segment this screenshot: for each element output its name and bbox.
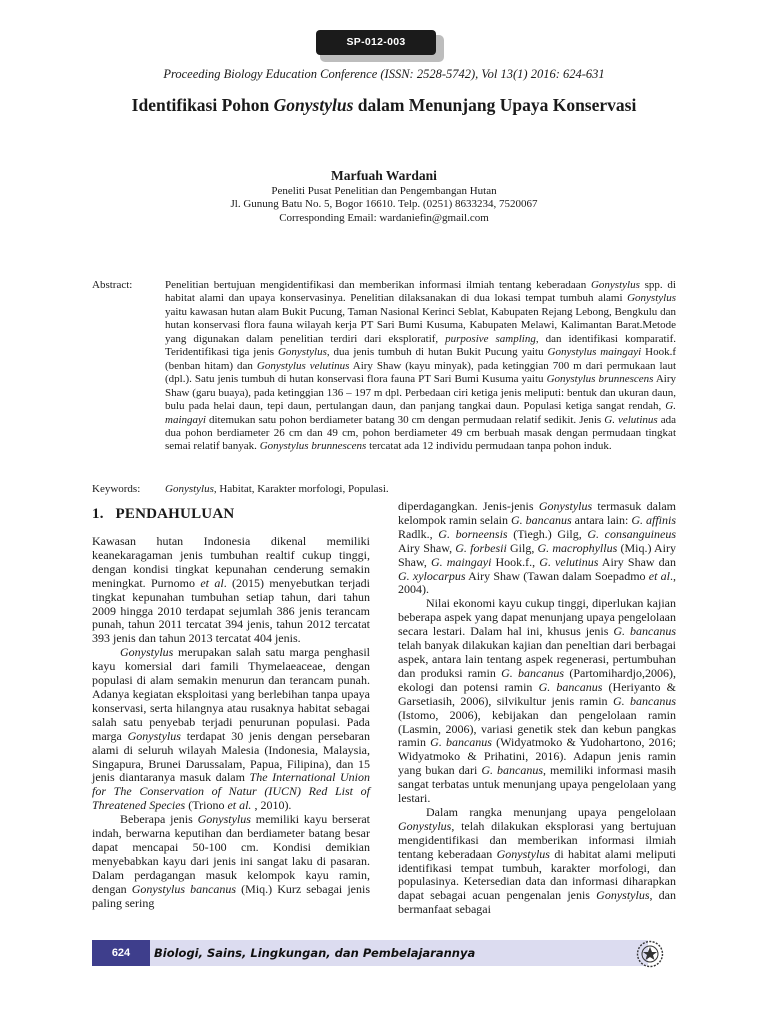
abstract-italic: Gonystylus: [590, 279, 640, 291]
abstract-run: Penelitian bertujuan mengidentifikasi dan memberikan informasi ilmiah tentang keberadaan: [165, 279, 591, 291]
text-run: Nilai ekonomi kayu cukup tinggi, diperlukan kajian beberapa aspek yang dapat menunjang upaya pengelolaan secara lestari. Dalam hal ini, khusus jenis: [398, 596, 676, 639]
text-run: (Miq.) Kurz sebagai jenis paling sering: [92, 881, 370, 910]
abstract-run: , dan identifikasi komparatif. Teridentifikasi tiga jenis: [165, 332, 676, 359]
page-number: 624: [92, 940, 150, 966]
text-italic: G. bancanus: [430, 735, 492, 750]
text-italic: G. consanguineus: [587, 526, 676, 541]
text-run: Beberapa jenis: [120, 812, 198, 827]
text-run: termasuk dalam kelompok ramin selain: [398, 499, 676, 527]
abstract-italic: Gonystylus brunnescens: [546, 373, 654, 386]
document-code-badge: [316, 30, 444, 60]
title-part: dalam Menunjang Upaya Konservasi: [353, 95, 637, 115]
abstract-run: spp. di habitat alami dan upaya konservasinya. Penelitian dilaksanakan di dua lokasi tempat tumbuh alami: [165, 279, 676, 305]
university-seal-icon: [636, 940, 664, 968]
proceeding-header: Proceeding Biology Education Conference (ISSN: 2528-5742), Vol 13(1) 2016: 624-631: [163, 67, 605, 81]
text-run: . (2015) menyebutkan terjadi tingkat kepunahan tumbuhan setiap tahun, dari tahun 2009 hingga 2010 terdapat sejumlah 386 jenis terancam punah, tahun 2011 tercatat 394 jenis, tahun 2012 tercatat 393 jenis dan tahun 2013 tercatat 404 jenis.: [92, 575, 370, 646]
text-run: , 2010).: [251, 798, 292, 813]
text-run: Airy Shaw dan: [598, 554, 676, 569]
abstract-italic: G. velutinus: [604, 413, 658, 426]
text-run: (Tiegh.) Gilg,: [507, 526, 588, 541]
text-italic: Gonystylus: [120, 645, 174, 660]
text-italic: Gonystylus: [127, 728, 181, 743]
text-run: memiliki kayu berserat indah, berwarna keputihan dan berdiameter batang besar dapat mencapai 50-100 cm. Kondisi demikian menyebabkan kayu dari jenis ini sangat laku di pasaran. Dalam perdagangan masuk kelompok kayu ramin, dengan: [92, 812, 370, 896]
text-run: (Istomo, 2006), kebijakan dan pengelolaan ramin (Lasmin, 2006), variasi genetik stek dan kebun pangkas ramin: [398, 707, 676, 750]
abstract-italic: purposive sampling: [445, 332, 536, 345]
text-run: Radlk.,: [398, 526, 439, 541]
text-italic: G. forbesii: [455, 540, 507, 555]
text-run: Airy Shaw,: [398, 540, 456, 555]
text-italic: Gonystylus: [197, 812, 251, 827]
abstract-italic: Gonystylus: [277, 346, 327, 359]
abstract-italic: Gonystylus: [627, 292, 676, 305]
text-run: Hook.f.,: [491, 554, 540, 569]
text-run: , dan bermanfaat sebagai: [398, 888, 677, 917]
text-run: telah banyak dilakukan kajian dan peneltian dari berbagai aspek, antara lain tentang aspek regenerasi, pertumbuhan dan produksi ramin: [398, 638, 676, 680]
paragraph: [398, 806, 676, 917]
text-run: (Triono: [185, 798, 228, 813]
abstract-run: , dua jenis tumbuh di hutan Bukit Pucung yaitu: [326, 346, 548, 359]
abstract-run: tercatat ada 12 individu permudaan tanpa pohon induk.: [366, 440, 612, 453]
paragraph: [92, 646, 370, 813]
text-italic: Gonystylus bancanus: [131, 881, 237, 896]
text-italic: G. maingayi: [430, 554, 492, 569]
abstract-run: Airy Shaw (garu buaya), pada ketinggian 136 – 197 m dpl. Perbedaan ciri ketiga jenis meliputi: bentuk dan ukuran daun, bulu pada helai daun, tepi daun, pertulangan daun, dan panjang tangkai daun. Populasi ketiga sangat rendah,: [165, 373, 676, 413]
text-run: diperdagangkan. Jenis-jenis: [398, 499, 539, 513]
text-italic: Gonystylus: [496, 846, 550, 861]
text-run: (Partomihardjo,2006), ekologi dan potensi ramin: [398, 665, 676, 694]
text-run: merupakan salah satu marga penghasil kayu komersial dari famili Thymelaeaceae, dengan populasi di alam semakin menurun dan terancam punah. Adanya kegiatan eksploitasi yang berlebihan tanpa upaya konservasi, serta hilangnya atau rusaknya habitat sebagai salah satu penyebab terjadi penurunan populasi. Pada marga: [92, 645, 370, 743]
keywords-label: Keywords:: [92, 483, 141, 495]
footer-journal-title: Biologi, Sains, Lingkungan, dan Pembelajarannya: [154, 946, 476, 960]
text-run: antara lain:: [571, 512, 632, 527]
text-run: (Miq.) Airy Shaw,: [398, 540, 676, 569]
text-italic: G. bancanus: [511, 512, 572, 527]
text-italic: Gonystylus: [596, 888, 650, 903]
text-italic: G. bancanus: [538, 679, 603, 694]
text-run: (Heriyanto & Garsetiasih, 2006), silvikultur jenis ramin: [398, 679, 676, 708]
text-italic: G. affinis: [631, 512, 677, 527]
text-run: terdapat 30 jenis dengan persebaran alami di seluruh wilayah Malesia (Indonesia, Malaysia, Singapura, Brunei Darussalam, Papua, Filipina), dan 15 jenis diantaranya masuk dalam: [92, 728, 370, 785]
abstract-run: Airy Shaw (kayu minyak), pada ketinggian 700 m dari permukaan laut (dpl.). Satu jenis tumbuh di hutan konservasi flora fauna PT Sari Bumi Kusuma yaitu: [165, 359, 676, 386]
text-italic: Gonystylus: [538, 499, 593, 513]
text-run: Gilg,: [506, 540, 538, 555]
text-run: Dalam rangka menunjang upaya pengelolaan: [426, 804, 676, 819]
text-italic: G. bancanus: [613, 624, 677, 639]
text-italic: G. bancanus: [481, 763, 543, 778]
title-genus: Gonystylus: [273, 95, 354, 115]
section-number: 1.: [92, 506, 104, 522]
affiliation: Peneliti Pusat Penelitian dan Pengembangan Hutan: [271, 185, 497, 197]
title-part: Identifikasi Pohon: [131, 95, 274, 115]
body-column-left: [92, 535, 370, 910]
text-run: (Widyatmoko & Yudohartono, 2016; Widyatmoko & Prihatini, 2016). Adapun jenis ramin yang bukan dari: [398, 735, 676, 778]
abstract-run: Hook.f (benban hitam) dan: [165, 346, 676, 372]
keyword-run: , Habitat, Karakter morfologi, Populasi.: [213, 483, 389, 495]
text-italic: The International Union for The Conservation of Natur (IUCN) Red List of Threatened Species: [92, 770, 370, 813]
text-run: ., 2004).: [398, 568, 676, 597]
abstract-italic: Gonystylus brunnescens: [259, 440, 367, 453]
abstract-label: Abstract:: [92, 279, 133, 291]
abstract-italic: G. maingayi: [165, 400, 676, 426]
corresponding-email: Corresponding Email: wardaniefin@gmail.com: [279, 211, 489, 224]
body-column-right: [398, 500, 676, 917]
keywords-text: [165, 483, 389, 495]
badge-label: SP-012-003: [316, 30, 436, 55]
text-italic: G. macrophyllus: [537, 540, 618, 555]
text-italic: G. bancanus: [612, 693, 676, 708]
text-italic: et al.: [227, 798, 252, 813]
text-italic: G. bancanus: [501, 665, 565, 680]
text-run: , telah dilakukan eksplorasi yang bertujuan mengidentifikasi dan memberikan informasi ilmiah tentang keberadaan: [398, 818, 676, 861]
address: Jl. Gunung Batu No. 5, Bogor 16610. Telp. (0251) 8633234, 7520067: [230, 198, 538, 211]
section-heading: [92, 506, 234, 523]
text-run: Kawasan hutan Indonesia dikenal memiliki keanekaragaman jenis tumbuhan realtif cukup tinggi, dengan kondisi tingkat kepunahan cenderung semakin meningkat. Purnomo: [92, 534, 370, 590]
abstract-italic: Gonystylus velutinus: [256, 359, 350, 372]
text-italic: G. xylocarpus: [398, 568, 466, 583]
paragraph: [398, 597, 676, 806]
paragraph: [398, 500, 676, 597]
text-italic: Gonystylus: [398, 818, 452, 833]
text-italic: G. borneensis: [438, 526, 508, 541]
text-italic: et al: [200, 575, 224, 590]
abstract-run: ada dua pohon berdiameter 26 cm dan 49 cm, pohon berdiameter 49 cm berbuah masak dengan permudaan tingkat semai relatif banyak.: [165, 413, 676, 453]
paragraph: [92, 813, 370, 910]
keyword-italic: Gonystylus: [165, 483, 214, 495]
paragraph: [92, 535, 370, 646]
text-run: Airy Shaw (Tawan dalam Soepadmo: [465, 568, 649, 583]
paper-title: [0, 95, 768, 116]
abstract-text: [165, 279, 676, 454]
text-run: di habitat alami meliputi identifikasi tempat tumbuh, karakter morfologi, dan populasinya. Ketersedian data dan informasi diharapkan dapat sebagai acuan pengenalan jenis: [398, 846, 676, 903]
author-name: Marfuah Wardani: [331, 168, 437, 183]
abstract-run: ditemukan satu pohon berdiameter batang 30 cm dengan permudaan relatif sedikit. Jenis: [205, 413, 605, 426]
abstract-run: yaitu kawasan hutan alam Bukit Pucung, Taman Nasional Kerinci Seblat, Kabupaten Rejang Lebong, Bengkulu dan hutan konservasi flora fauna wilayah kerja PT Sari Bumi Kusuma, Kabupaten Melawi, Kalimantan Barat.Metode yang digunakan dalam penelitian terdiri dari eksploratif,: [165, 305, 676, 345]
text-italic: G. velutinus: [539, 554, 599, 569]
text-run: , memiliki informasi masih sangat terbatas untuk menunjang upaya pengelolaan yang lestari.: [398, 763, 676, 806]
author-affiliation-block: [0, 185, 768, 225]
text-italic: et al: [648, 568, 670, 583]
section-title: PENDAHULUAN: [115, 506, 235, 522]
abstract-italic: Gonystylus maingayi: [547, 346, 642, 359]
